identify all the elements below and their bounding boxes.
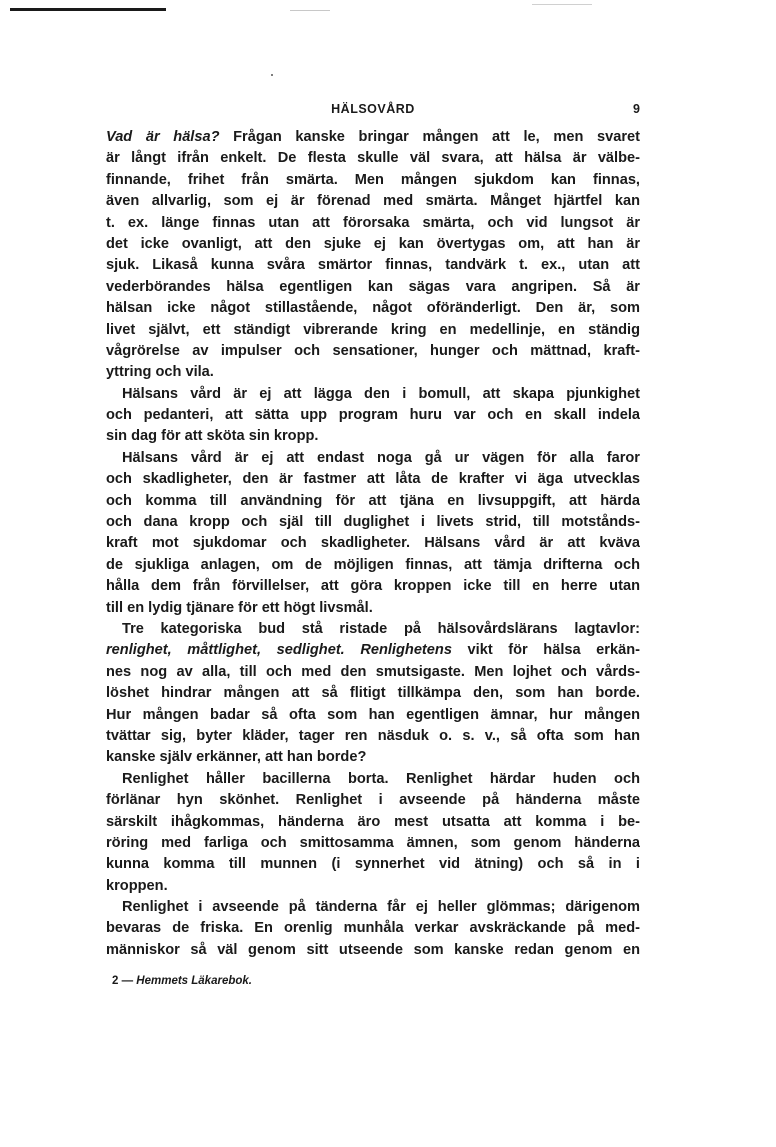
header-title: HÄLSOVÅRD [331, 102, 415, 116]
book-title: Hemmets Läkarebok. [136, 975, 252, 987]
text-segment: vågrörelse av impulser och sensationer, hunger och mättnad, kraft- [106, 342, 640, 359]
text-segment: människor så väl genom sitt utseende som kanske redan genom en [106, 941, 640, 958]
paragraph [106, 619, 640, 769]
text-segment: är långt ifrån enkelt. De flesta skulle väl svara, att hälsa är välbe- [106, 150, 640, 167]
text-segment: Renlighet i avseende på tänderna får ej heller glömmas; därigenom [122, 899, 640, 916]
paragraph [106, 769, 640, 897]
text-line [106, 448, 640, 469]
paragraph [106, 448, 640, 619]
text-line [106, 726, 640, 747]
text-line [106, 277, 640, 298]
text-line [106, 405, 640, 426]
text-line [106, 148, 640, 169]
text-line [106, 255, 640, 276]
text-line [106, 833, 640, 854]
text-segment: löshet hindrar mången att så flitigt tillkämpa den, som han borde. [106, 685, 640, 702]
text-segment: och komma till användning för att tjäna en livsuppgift, att härda [106, 492, 640, 509]
text-line [106, 341, 640, 362]
text-segment: kraft mot sjukdomar och skadligheter. Hälsans vård är att kväva [106, 535, 640, 552]
text-segment: hälsan icke något stillastående, något oföränderligt. Den är, som [106, 300, 640, 317]
text-segment: till en lydig tjänare för ett högt livsmål. [106, 599, 373, 616]
italic-text: Renlighetens [360, 642, 452, 659]
text-segment: förlänar hyn skönhet. Renlighet i avseende på händerna måste [106, 792, 640, 809]
text-segment: även allvarlig, som ej är förenad med smärta. Månget hjärtfel kan [106, 193, 640, 210]
text-segment: livet självt, ett ständigt vibrerande kring en medellinje, en ständig [106, 321, 640, 338]
text-segment: röring med farliga och smittosamma ämnen, som genom händerna [106, 834, 640, 851]
text-line [106, 512, 640, 533]
scan-faint-mark [290, 10, 330, 11]
text-segment: de sjukliga anlagen, om de möjligen finnas, att tämja drifterna och [106, 556, 640, 573]
text-segment: Tre kategoriska bud stå ristade på hälsovårdslärans lagtavlor: [122, 620, 640, 637]
text-segment: kunna komma till munnen (i synnerhet vid ätning) och så in i [106, 856, 640, 873]
text-line [106, 940, 640, 961]
text-segment: kroppen. [106, 877, 168, 894]
text-line [106, 897, 640, 918]
italic-text: Vad är hälsa? [106, 129, 220, 145]
text-segment: kanske själv erkänner, att han borde? [106, 749, 367, 766]
text-line [106, 790, 640, 811]
text-line [106, 854, 640, 875]
text-segment: bevaras de friska. En orenlig munhåla verkar avskräckande på med- [106, 920, 640, 937]
footer-signature [112, 975, 252, 987]
text-line [106, 426, 640, 447]
paragraph [106, 127, 640, 384]
body-text [106, 127, 640, 961]
signature-number: 2 — [112, 975, 137, 987]
text-segment [345, 642, 361, 658]
text-segment: och skadligheter, den är fastmer att låta de krafter vi äga utvecklas [106, 471, 640, 488]
text-line [106, 662, 640, 683]
text-line [106, 298, 640, 319]
text-line [106, 769, 640, 790]
text-segment: särskilt ihågkommas, händerna äro mest utsatta att komma i be- [106, 813, 640, 830]
text-line [106, 491, 640, 512]
text-line [106, 576, 640, 597]
text-line [106, 918, 640, 939]
text-line [106, 598, 640, 619]
text-line [106, 747, 640, 768]
text-line [106, 170, 640, 191]
text-segment: Hälsans vård är ej att endast noga gå ur vägen för alla faror [122, 449, 640, 466]
text-segment: yttring och vila. [106, 364, 214, 381]
paragraph [106, 384, 640, 448]
italic-text: renlighet, måttlighet, sedlighet. [106, 642, 345, 659]
scan-speck [271, 74, 273, 76]
text-line [106, 705, 640, 726]
text-line [106, 234, 640, 255]
text-segment: Hälsans vård är ej att lägga den i bomull, att skapa pjunkighet [122, 385, 640, 402]
text-line [106, 533, 640, 554]
page-number: 9 [633, 102, 640, 116]
text-line [106, 619, 640, 640]
text-segment: tvättar sig, byter kläder, tager ren näsduk o. s. v., så ofta som han [106, 727, 640, 744]
text-line [106, 320, 640, 341]
text-line [106, 469, 640, 490]
text-line [106, 640, 640, 661]
text-segment: t. ex. länge finnas utan att förorsaka smärta, och vid lungsot är [106, 214, 640, 231]
text-segment: Frågan kanske bringar mången att le, men svaret [219, 129, 640, 145]
text-segment: vikt för hälsa erkän- [451, 642, 640, 659]
text-segment: vederbörandes hälsa egentligen kan sägas vara angripen. Så är [106, 278, 640, 295]
text-line [106, 362, 640, 383]
text-segment: det icke ovanligt, att den sjuke ej kan övertygas om, att han är [106, 235, 640, 252]
text-line [106, 876, 640, 897]
text-segment: och dana kropp och själ till duglighet i livets strid, till motstånds- [106, 514, 640, 531]
text-segment: Renlighet håller bacillerna borta. Renlighet härdar huden och [122, 770, 640, 787]
running-header [106, 102, 640, 122]
text-line [106, 555, 640, 576]
text-segment: finnande, frihet från smärta. Men mången sjukdom kan finnas, [106, 171, 640, 188]
scan-edge-rule [10, 8, 166, 11]
text-segment: Hur mången badar så ofta som han egentligen ämnar, hur mången [106, 706, 640, 723]
text-line [106, 683, 640, 704]
text-segment: sin dag för att sköta sin kropp. [106, 428, 319, 445]
text-line [106, 384, 640, 405]
text-segment: och pedanteri, att sätta upp program huru var och en skall indela [106, 407, 640, 424]
text-line [106, 127, 640, 148]
paragraph [106, 897, 640, 961]
text-segment: nes nog av alla, till och med den smutsigaste. Men lojhet och vårds- [106, 663, 640, 680]
text-line [106, 191, 640, 212]
text-line [106, 812, 640, 833]
text-segment: hålla dem från förvillelser, att göra kroppen icke till en herre utan [106, 578, 640, 595]
scan-faint-mark [532, 4, 592, 5]
text-segment: sjuk. Likaså kunna svåra smärtor finnas, tandvärk t. ex., utan att [106, 257, 640, 274]
text-line [106, 213, 640, 234]
